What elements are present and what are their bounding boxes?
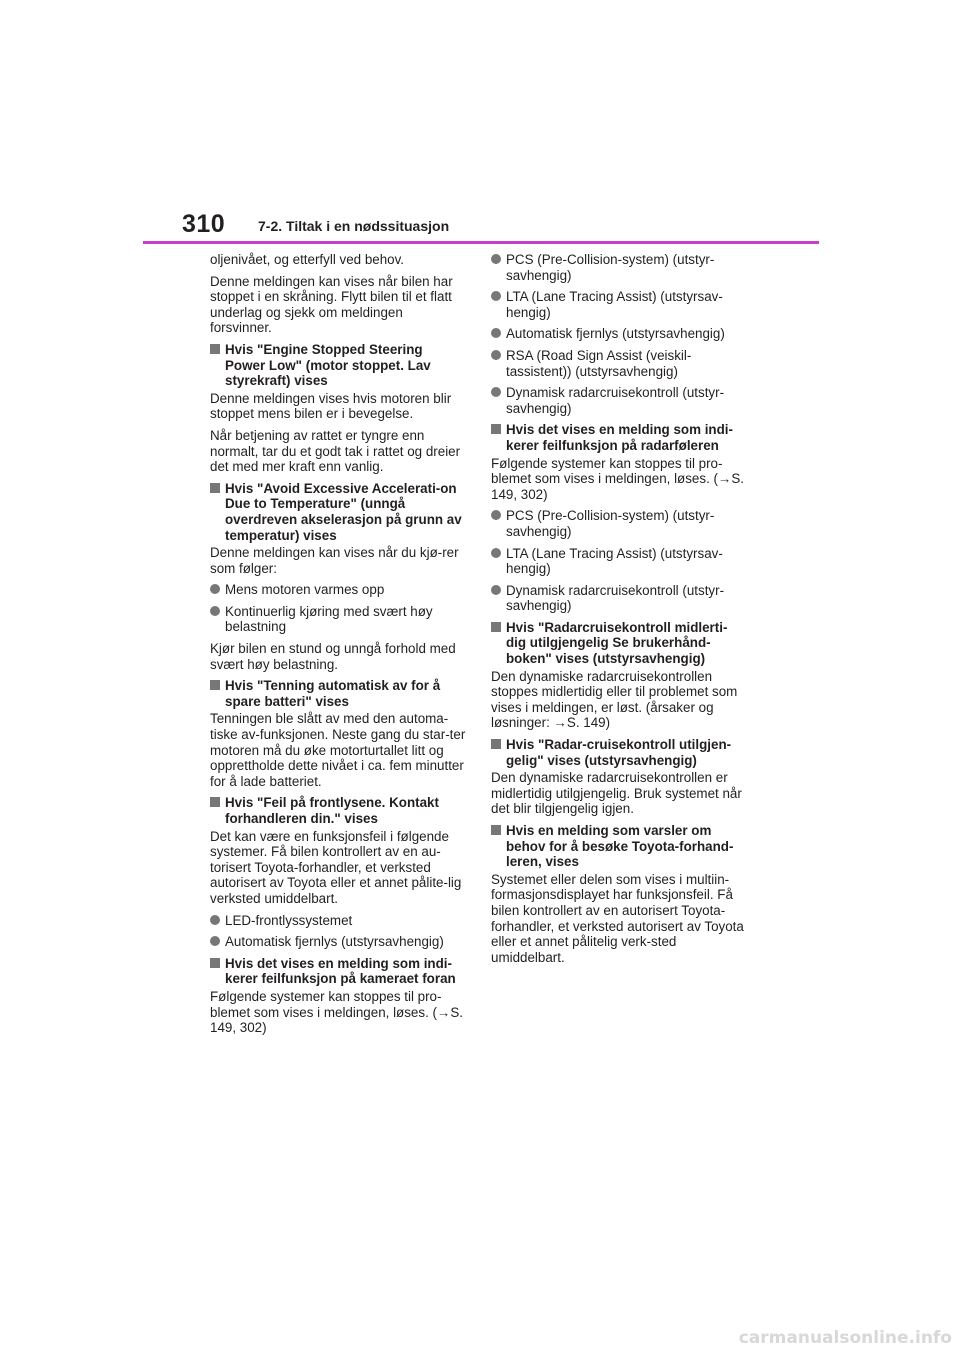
bullet-item [491, 583, 747, 614]
page-number: 310 [182, 210, 226, 238]
round-bullet-icon [491, 328, 501, 338]
bullet-text: PCS (Pre-Collision-system) (utstyr-savhengig) [506, 508, 715, 539]
heading-text: Hvis "Tenning automatisk av for å spare batteri" vises [225, 678, 441, 709]
round-bullet-icon [491, 510, 501, 520]
subsection-heading [210, 795, 466, 826]
subsection-heading [210, 481, 466, 543]
right-column [491, 252, 747, 971]
body-paragraph: Denne meldingen kan vises når du kjø-rer som følger: [210, 545, 459, 576]
subsection-heading [210, 956, 466, 987]
square-bullet-icon [210, 344, 220, 354]
square-bullet-icon [210, 958, 220, 968]
body-paragraph: Den dynamiske radarcruisekontrollen er midlertidig utilgjengelig. Bruk systemet når det blir tilgjengelig igjen. [491, 770, 742, 817]
square-bullet-icon [491, 739, 501, 749]
square-bullet-icon [210, 680, 220, 690]
page-header [0, 0, 960, 250]
watermark: carmanualsonline.info [738, 1328, 952, 1348]
heading-text: Hvis "Radar-cruisekontroll utilgjen-gelig" vises (utstyrsavhengig) [506, 737, 732, 768]
body-paragraph: Tenningen ble slått av med den automa-tiske av-funksjonen. Neste gang du star-ter motoren må du øke motorturtallet litt og opprettholde dette nivået i ca. fem minutter for å lade batteriet. [210, 711, 466, 789]
subsection-heading [491, 823, 747, 870]
round-bullet-icon [491, 548, 501, 558]
round-bullet-icon [491, 254, 501, 264]
subsection-heading [491, 620, 747, 667]
bullet-item [491, 508, 747, 539]
heading-text: Hvis en melding som varsler om behov for å besøke Toyota-forhand-leren, vises [506, 823, 734, 870]
body-paragraph: Denne meldingen vises hvis motoren blir stoppet mens bilen er i bevegelse. [210, 390, 452, 422]
square-bullet-icon [491, 825, 501, 835]
body-paragraph: Systemet eller delen som vises i multiin-formasjonsdisplayet har funksjonsfeil. Få bilen kontrollert av en autorisert Toyota-forhandler, et verksted autorisert av Toyota eller et annet pålitelig verk-sted umiddelbart. [491, 871, 744, 965]
heading-text: Hvis det vises en melding som indi-kerer feilfunksjon på kameraet foran [225, 955, 456, 987]
bullet-text: Kontinuerlig kjøring med svært høy belastning [225, 603, 433, 635]
bullet-text: Dynamisk radarcruisekontroll (utstyr-savhengig) [506, 582, 725, 614]
bullet-text: LTA (Lane Tracing Assist) (utstyrsav-hengig) [506, 289, 723, 320]
bullet-text: LED-frontlyssystemet [225, 912, 353, 928]
bullet-item [491, 289, 747, 320]
round-bullet-icon [210, 936, 220, 946]
bullet-text: Dynamisk radarcruisekontroll (utstyr-savhengig) [506, 385, 725, 416]
subsection-heading [491, 422, 747, 453]
heading-text: Hvis "Radarcruisekontroll midlerti-dig utilgjengelig Se brukerhånd-boken" vises (utstyrsavhengig) [506, 619, 728, 667]
bullet-text: Automatisk fjernlys (utstyrsavhengig) [506, 326, 725, 342]
round-bullet-icon [491, 291, 501, 301]
round-bullet-icon [210, 584, 220, 594]
bullet-item [210, 604, 466, 635]
body-paragraph: Når betjening av rattet er tyngre enn normalt, tar du et godt tak i rattet og dreier det med mer kraft enn vanlig. [210, 427, 461, 475]
bullet-item [491, 385, 747, 416]
heading-text: Hvis det vises en melding som indi-kerer feilfunksjon på radarføleren [506, 422, 733, 453]
round-bullet-icon [491, 350, 501, 360]
heading-text: Hvis "Engine Stopped Steering Power Low" (motor stoppet. Lav styrekraft) vises [225, 341, 431, 389]
heading-text: Hvis "Feil på frontlysene. Kontakt forhandleren din." vises [225, 795, 439, 826]
heading-text: Hvis "Avoid Excessive Accelerati-on Due to Temperature" (unngå overdreven akselerasjon på grunn av temperatur) vises [225, 480, 462, 543]
bullet-item [210, 913, 466, 929]
body-paragraph: Følgende systemer kan stoppes til pro-blemet som vises i meldingen, løses. (→S. 149, 302) [210, 988, 464, 1036]
section-title: 7-2. Tiltak i en nødssituasjon [258, 218, 450, 234]
body-paragraph: Den dynamiske radarcruisekontrollen stoppes midlertidig eller til problemet som vises i meldingen, er løst. (årsaker og løsninger: →S. 149) [491, 668, 738, 731]
bullet-item [491, 326, 747, 342]
square-bullet-icon [210, 797, 220, 807]
bullet-item [491, 546, 747, 577]
round-bullet-icon [491, 387, 501, 397]
subsection-heading [491, 737, 747, 768]
subsection-heading [210, 342, 466, 389]
square-bullet-icon [491, 424, 501, 434]
square-bullet-icon [491, 622, 501, 632]
bullet-text: Automatisk fjernlys (utstyrsavhengig) [225, 934, 444, 950]
left-column [210, 252, 466, 1042]
bullet-item [491, 348, 747, 379]
bullet-text: Mens motoren varmes opp [225, 582, 385, 598]
bullet-item [491, 252, 747, 283]
body-paragraph: oljenivået, og etterfyll ved behov. [210, 252, 405, 267]
bullet-text: RSA (Road Sign Assist (veiskil-tassistent)) (utstyrsavhengig) [506, 347, 692, 379]
header-divider [143, 241, 819, 244]
body-paragraph: Kjør bilen en stund og unngå forhold med svært høy belastning. [210, 641, 456, 672]
body-paragraph: Det kan være en funksjonsfeil i følgende systemer. Få bilen kontrollert av en au-torisert Toyota-forhandler, et verksted autorisert av Toyota eller et annet pålite-lig verksted umiddelbart. [210, 828, 462, 906]
round-bullet-icon [210, 915, 220, 925]
round-bullet-icon [210, 606, 220, 616]
square-bullet-icon [210, 483, 220, 493]
bullet-text: LTA (Lane Tracing Assist) (utstyrsav-hengig) [506, 545, 723, 577]
body-paragraph: Denne meldingen kan vises når bilen har stoppet i en skråning. Flytt bilen til et flatt underlag og sjekk om meldingen forsvinner. [210, 273, 453, 336]
subsection-heading [210, 678, 466, 709]
body-paragraph: Følgende systemer kan stoppes til pro-blemet som vises i meldingen, løses. (→S. 149, 302) [491, 455, 745, 502]
bullet-text: PCS (Pre-Collision-system) (utstyr-savhengig) [506, 252, 715, 283]
bullet-item [210, 934, 466, 950]
round-bullet-icon [491, 585, 501, 595]
bullet-item [210, 582, 466, 598]
